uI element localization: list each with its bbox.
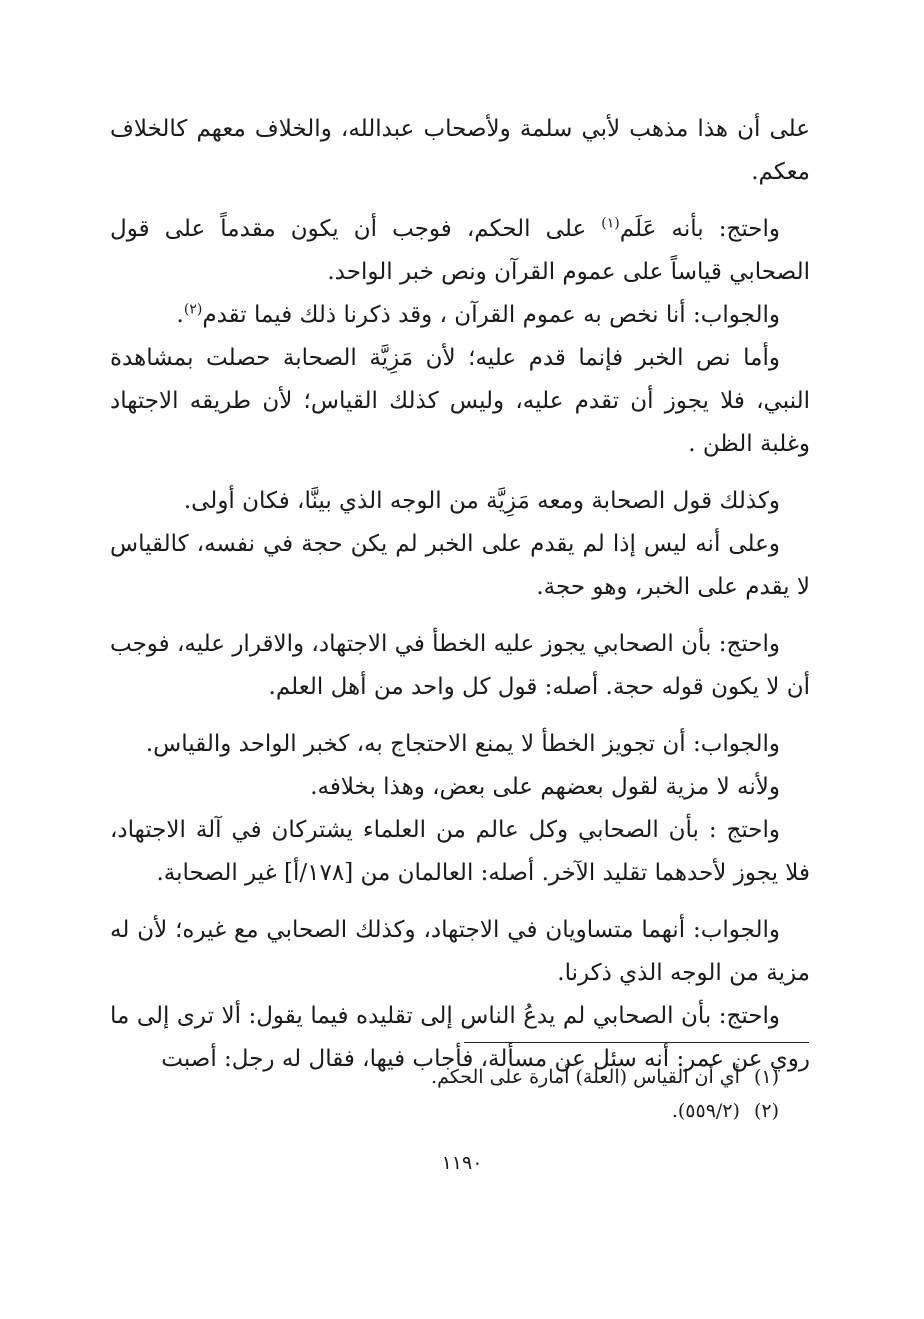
- footnote-number: (٢): [753, 1100, 779, 1122]
- footnote-text: (٥٥٩/٢).: [671, 1100, 740, 1122]
- paragraph-7: واحتج: بأن الصحابي يجوز عليه الخطأ في الاجتهاد، والاقرار عليه، فوجب أن لا يكون قوله حجة. أصله: قول كل واحد من أهل العلم.: [109, 631, 810, 700]
- paragraph-3: والجواب: أنا نخص به عموم القرآن ، وقد ذكرنا ذلك فيما تقدم$^{(٢)}$.: [176, 301, 780, 328]
- paragraph-9: ولأنه لا مزية لقول بعضهم على بعض، وهذا بخلافه.: [310, 774, 780, 800]
- paragraph-8: والجواب: أن تجويز الخطأ لا يمنع الاحتجاج به، كخبر الواحد والقياس.: [145, 731, 780, 757]
- paragraph-4: وأما نص الخبر فإنما قدم عليه؛ لأن مَزِيَّة الصحابة حصلت بمشاهدة النبي، فلا يجوز أن تقدم عليه، وليس كذلك القياس؛ لأن طريقه الاجتهاد وغلبة الظن .: [110, 345, 810, 457]
- footnotes: [119, 1060, 779, 1128]
- footnote-separator: [464, 1042, 809, 1043]
- paragraph-1: على أن هذا مذهب لأبي سلمة ولأصحاب عبدالله، والخلاف معهم كالخلاف معكم.: [110, 116, 810, 185]
- paragraph-5: وكذلك قول الصحابة ومعه مَزِيَّة من الوجه الذي بينَّا، فكان أولى.: [183, 488, 780, 514]
- page-number: ١١٩٠: [441, 1152, 483, 1174]
- footnote-number: (١): [753, 1066, 779, 1088]
- paragraph-11: والجواب: أنهما متساويان في الاجتهاد، وكذلك الصحابي مع غيره؛ لأن له مزية من الوجه الذي ذكرنا.: [110, 917, 810, 986]
- footnote-ref-2: (٢): [183, 301, 203, 318]
- paragraph-6: وعلى أنه ليس إذا لم يقدم على الخبر لم يكن حجة في نفسه، كالقياس لا يقدم على الخبر، وهو حجة.: [110, 531, 810, 600]
- footnote-2: [119, 1094, 779, 1128]
- paragraph-2: واحتج: بأنه عَلَم$^{(١)}$ على الحكم، فوجب أن يكون مقدماً على قول الصحابي قياساً على عموم القرآن ونص خبر الواحد.: [110, 215, 810, 285]
- footnote-text: أي أن القياس (العلة) أمارة على الحكم.: [431, 1066, 740, 1088]
- paragraph-10: واحتج : بأن الصحابي وكل عالم من العلماء يشتركان في آلة الاجتهاد، فلا يجوز لأحدهما تقليد الآخر. أصله: العالمان من [١٧٨/أ] غير الصحابة.: [110, 817, 810, 886]
- footnote-ref-1: (١): [601, 215, 620, 232]
- main-text: [110, 108, 810, 1081]
- footnote-1: [119, 1060, 779, 1094]
- paragraph-12: واحتج: بأن الصحابي لم يدعُ الناس إلى تقليده فيما يقول: ألا ترى إلى ما روي عن عمر: أنه سئل عن مسألة، فأجاب فيها، فقال له رجل: أصبت: [110, 1003, 810, 1072]
